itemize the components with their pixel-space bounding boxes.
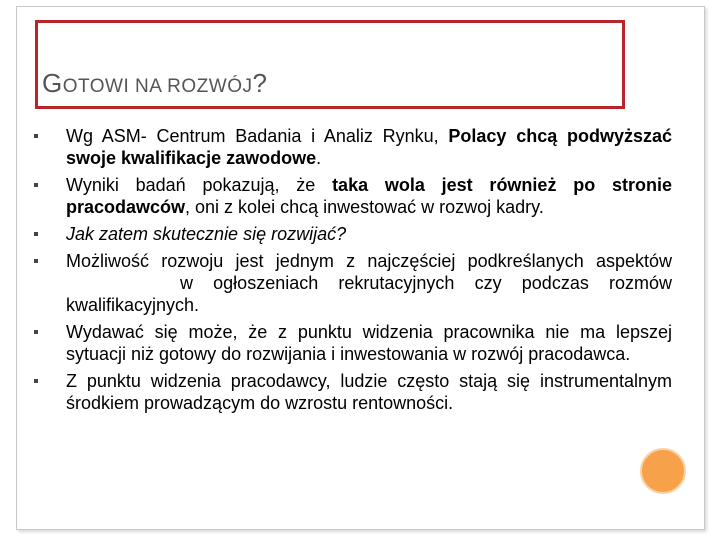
bullet-item-3 bbox=[34, 223, 672, 245]
decorative-circle-icon bbox=[640, 448, 686, 494]
italic-question: Jak zatem skutecznie się rozwijać? bbox=[66, 224, 347, 244]
bold-text: taka wola jest również po stronie pracodawców bbox=[66, 175, 672, 217]
bullet-marker bbox=[34, 134, 38, 138]
bullet-item-1: Wg ASM- Centrum Badania i Analiz Rynku, Polacy chcą podwyższać swoje kwalifikacje zawodowe. bbox=[34, 125, 672, 169]
title-initial: G bbox=[42, 68, 63, 98]
bullet-item-4: Możliwość rozwoju jest jednym z najczęściej podkreślanych aspektóww ogłoszeniach rekrutacyjnych czy podczas rozmów kwalifikacyjnych. bbox=[34, 250, 672, 316]
bullet-item-2: Wyniki badań pokazują, że taka wola jest również po stronie pracodawców, oni z kolei chcą inwestować w rozwoj kadry. bbox=[34, 174, 672, 218]
bullet-marker bbox=[34, 330, 38, 334]
bold-text: Polacy chcą podwyższać swoje kwalifikacje zawodowe bbox=[66, 126, 672, 168]
bullet-marker bbox=[34, 259, 38, 263]
title-rest: OTOWI NA ROZWÓJ bbox=[62, 76, 253, 97]
bullet-item-6: Z punktu widzenia pracodawcy, ludzie często stają się instrumentalnym środkiem prowadzącym do wzrostu rentowności. bbox=[34, 370, 672, 414]
bullet-marker bbox=[34, 183, 38, 187]
title-question-mark: ? bbox=[252, 68, 268, 98]
bullet-list bbox=[34, 125, 672, 419]
bullet-marker bbox=[34, 232, 38, 236]
bullet-marker bbox=[34, 379, 38, 383]
bullet-item-5: Wydawać się może, że z punktu widzenia pracownika nie ma lepszej sytuacji niż gotowy do rozwijania i inwestowania w rozwój pracodawca. bbox=[34, 321, 672, 365]
slide-title bbox=[42, 70, 267, 96]
